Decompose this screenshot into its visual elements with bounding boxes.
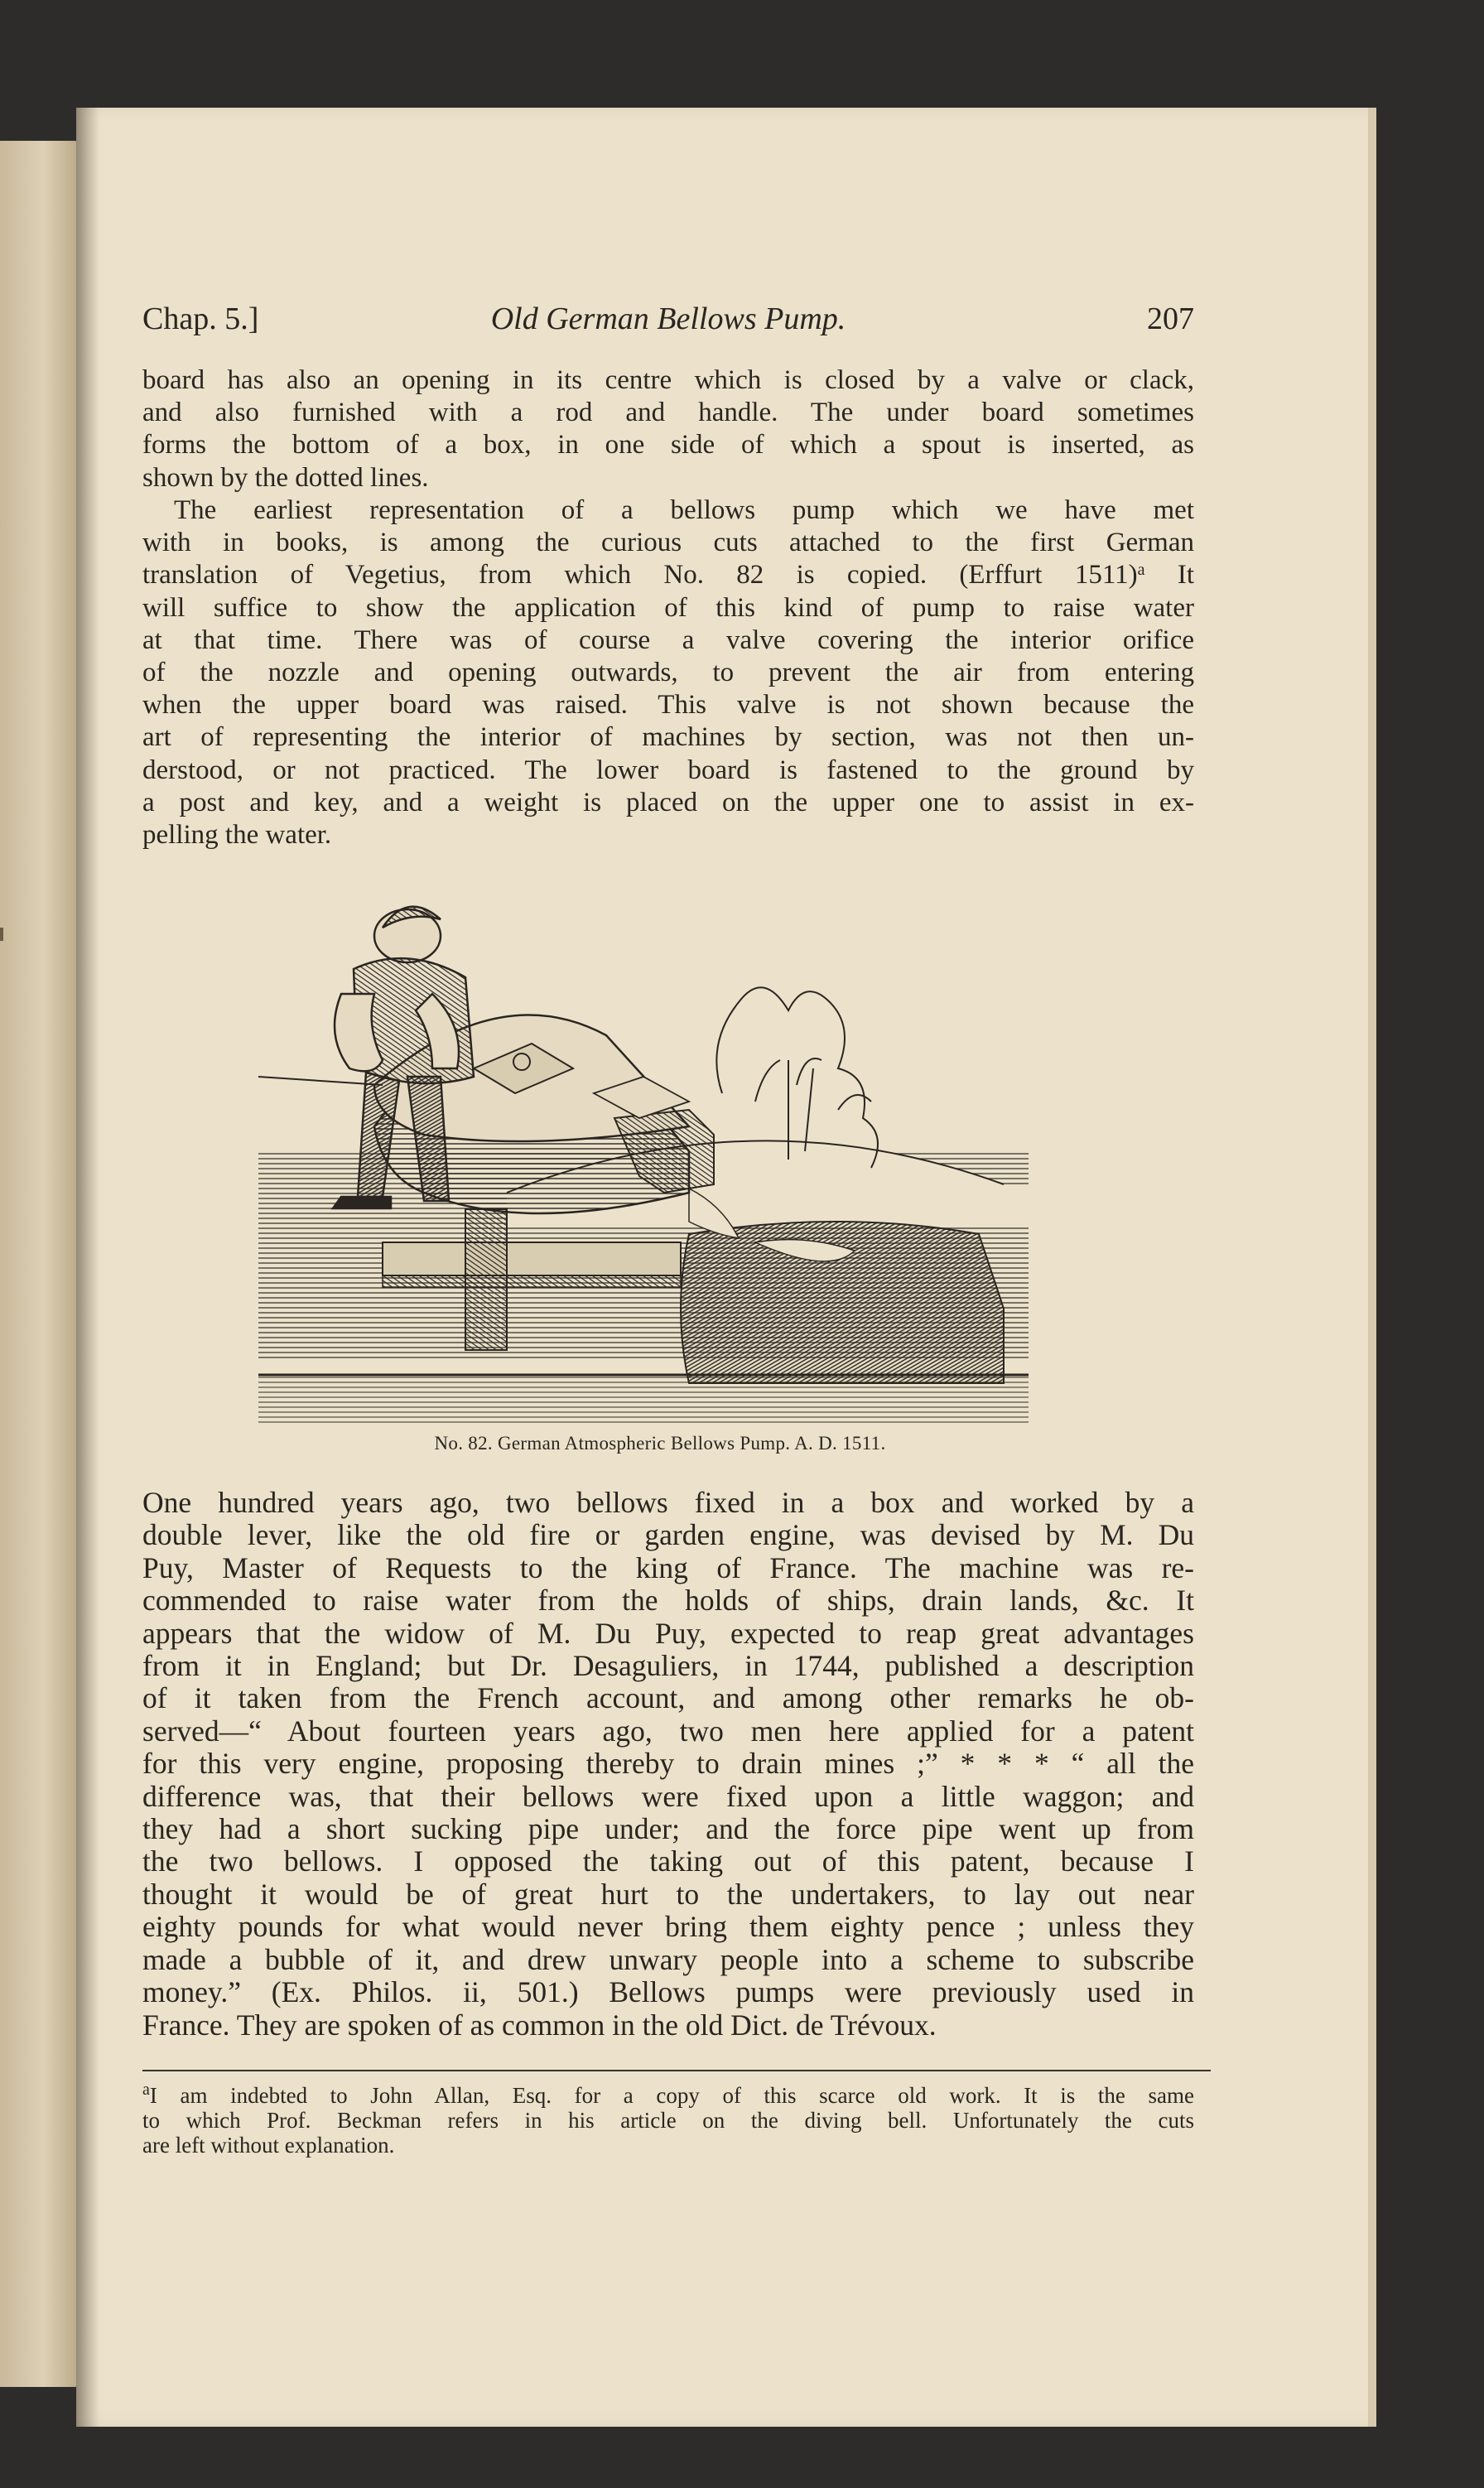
- text-line: they had a short sucking pipe under; and the force pipe went up from: [142, 1812, 1194, 1846]
- page-number: 207: [1147, 301, 1194, 336]
- text-line: Puy, Master of Requests to the king of France. The machine was re-: [142, 1550, 1194, 1584]
- footnote-reference: a: [1137, 561, 1145, 580]
- text-line: and also furnished with a rod and handle. The under board sometimes: [142, 398, 1194, 428]
- chapter-label: Chap. 5.]: [142, 301, 259, 336]
- running-title: Old German Bellows Pump.: [490, 301, 846, 336]
- footnote-divider: [142, 2070, 1211, 2071]
- text-line: The earliest representation of a bellows pump which we have met: [174, 495, 1194, 525]
- bellows-pump-engraving: [258, 878, 1070, 1425]
- text-line: the two bellows. I opposed the taking out of this patent, because I: [142, 1844, 1194, 1878]
- paragraph-3: [142, 1487, 1194, 2042]
- text-line: from it in England; but Dr. Desaguliers, in 1744, published a description: [142, 1649, 1194, 1683]
- footnote-marker: a: [142, 2081, 150, 2099]
- text-line: a post and key, and a weight is placed on the upper one to assist in ex-: [142, 787, 1194, 817]
- text-line: shown by the dotted lines.: [142, 462, 429, 493]
- text-line: at that time. There was of course a valve covering the interior orifice: [142, 624, 1194, 655]
- text-segment: It: [1177, 560, 1195, 591]
- text-line: commended to raise water from the holds of ships, drain lands, &c. It: [142, 1584, 1194, 1618]
- paragraph-1: [142, 364, 1194, 494]
- text-line: derstood, or not practiced. The lower board is fastened to the ground by: [142, 755, 1194, 785]
- text-line: made a bubble of it, and drew unwary people into a scheme to subscribe: [142, 1942, 1194, 1976]
- text-line: with in books, is among the curious cuts attached to the first German: [142, 528, 1194, 558]
- text-line: when the upper board was raised. This valve is not shown because the: [142, 690, 1194, 721]
- text-line: forms the bottom of a box, in one side of which a spout is inserted, as: [142, 430, 1194, 460]
- text-line: for this very engine, proposing thereby to drain mines ;” * * * “ all the: [142, 1747, 1194, 1781]
- text-line: eighty pounds for what would never bring them eighty pence ; unless they: [142, 1910, 1194, 1944]
- footnote-line: are left without explanation.: [142, 2133, 395, 2158]
- text-line: One hundred years ago, two bellows fixed in a box and worked by a: [142, 1486, 1194, 1519]
- footnote: [142, 2083, 1194, 2158]
- page-edge-mark: [0, 928, 3, 941]
- paragraph-2: [142, 494, 1194, 851]
- text-line: board has also an opening in its centre which is closed by a valve or clack,: [142, 365, 1194, 395]
- page-header: [142, 301, 1194, 344]
- text-line: will suffice to show the application of this kind of pump to raise water: [142, 592, 1194, 623]
- book-page: [76, 108, 1368, 2427]
- text-segment: translation of Vegetius, from which No. 82 is copied. (Erffurt 1511): [142, 560, 1138, 591]
- text-line: double lever, like the old fire or garden engine, was devised by M. Du: [142, 1518, 1194, 1552]
- page-edge-right: [1368, 108, 1376, 2427]
- footnote-line: [142, 2083, 1194, 2108]
- text-line: difference was, that their bellows were fixed upon a little waggon; and: [142, 1779, 1194, 1813]
- text-line: pelling the water.: [142, 820, 332, 851]
- text-line: art of representing the interior of machines by section, was not then un-: [142, 722, 1194, 753]
- text-line: money.” (Ex. Philos. ii, 501.) Bellows pumps were previously used in: [142, 1975, 1194, 2009]
- text-line: thought it would be of great hurt to the undertakers, to lay out near: [142, 1877, 1194, 1911]
- text-line: served—“ About fourteen years ago, two men here applied for a patent: [142, 1714, 1194, 1748]
- text-line: of the nozzle and opening outwards, to prevent the air from entering: [142, 658, 1194, 688]
- binding-shadow: [76, 108, 99, 2427]
- facing-page-edge: [0, 141, 80, 2387]
- text-line: of it taken from the French account, and among other remarks he ob-: [142, 1681, 1194, 1715]
- text-segment: I am indebted to John Allan, Esq. for a copy of this scarce old work. It is the same: [149, 2083, 1194, 2108]
- text-line: [142, 559, 1194, 591]
- footnote-line: to which Prof. Beckman refers in his article on the diving bell. Unfortunately the cuts: [142, 2108, 1194, 2133]
- text-line: appears that the widow of M. Du Puy, expected to reap great advantages: [142, 1616, 1194, 1650]
- text-line: France. They are spoken of as common in the old Dict. de Trévoux.: [142, 2008, 937, 2042]
- figure-caption: No. 82. German Atmospheric Bellows Pump. A. D. 1511.: [434, 1433, 886, 1454]
